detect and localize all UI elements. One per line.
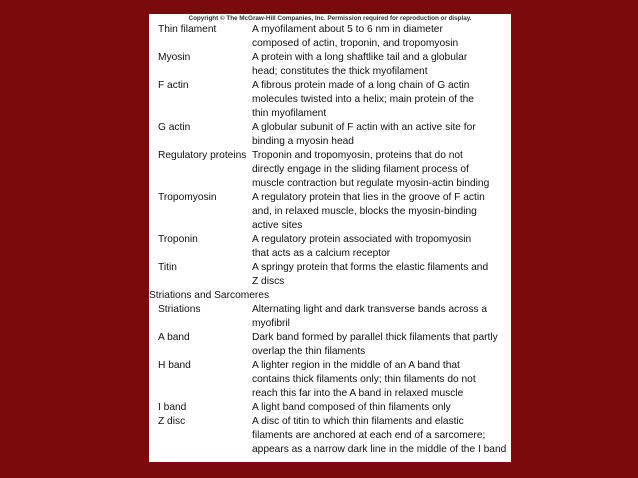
- definition: [252, 331, 511, 359]
- definition-line: muscle contraction but regulate myosin-actin binding: [252, 178, 490, 189]
- definition-line: A regulatory protein that lies in the groove of F actin: [252, 192, 485, 203]
- definition-line: A lighter region in the middle of an A band that: [252, 360, 460, 371]
- term: Thin filament: [158, 24, 217, 35]
- definition-line: A regulatory protein associated with tropomyosin: [252, 234, 472, 245]
- term: A band: [158, 332, 190, 343]
- definition-line: head; constitutes the thick myofilament: [252, 66, 428, 77]
- definition: [252, 359, 511, 401]
- definition: [252, 23, 511, 51]
- definition-line: Troponin and tropomyosin, proteins that do not: [252, 150, 463, 161]
- glossary-row: [149, 149, 511, 191]
- glossary-row: [149, 23, 511, 51]
- definition-line: myofibril: [252, 318, 290, 329]
- glossary-row: [149, 303, 511, 331]
- definition: [252, 415, 511, 457]
- glossary-sheet: [149, 14, 511, 462]
- definition-line: and, in relaxed muscle, blocks the myosin-binding: [252, 206, 477, 217]
- term: G actin: [158, 122, 191, 133]
- definition-line: that acts as a calcium receptor: [252, 248, 391, 259]
- definition-line: A protein with a long shaftlike tail and a globular: [252, 52, 468, 63]
- definition-line: overlap the thin filaments: [252, 346, 366, 357]
- term: Striations: [158, 304, 201, 315]
- definition-line: reach this far into the A band in relaxed muscle: [252, 388, 464, 399]
- definition-line: active sites: [252, 220, 303, 231]
- term: Regulatory proteins: [158, 150, 247, 161]
- definition: [252, 303, 511, 331]
- definition-line: A myofilament about 5 to 6 nm in diameter: [252, 24, 443, 35]
- term: Troponin: [158, 234, 198, 245]
- glossary-row: [149, 261, 511, 289]
- copyright-notice: Copyright © The McGraw-Hill Companies, Inc. Permission required for reproduction or display.: [188, 15, 472, 22]
- glossary-row: [149, 359, 511, 401]
- definition-line: Z discs: [252, 276, 285, 287]
- definition: [252, 401, 511, 415]
- definition-line: A fibrous protein made of a long chain of G actin: [252, 80, 470, 91]
- term: Z disc: [158, 416, 186, 427]
- definition-line: appears as a narrow dark line in the middle of the I band: [252, 444, 507, 455]
- definition-line: binding a myosin head: [252, 136, 354, 147]
- glossary-row: [149, 233, 511, 261]
- definition: [252, 79, 511, 121]
- definition: [252, 149, 511, 191]
- definition: [252, 191, 511, 233]
- definition-line: directly engage in the sliding filament process of: [252, 164, 469, 175]
- glossary-row: [149, 401, 511, 415]
- definition: [252, 261, 511, 289]
- glossary-row: [149, 331, 511, 359]
- glossary-row: [149, 121, 511, 149]
- term: Myosin: [158, 52, 191, 63]
- section-heading: Striations and Sarcomeres: [149, 290, 270, 301]
- definition-line: Dark band formed by parallel thick filaments that partly: [252, 332, 498, 343]
- definition-line: A globular subunit of F actin with an active site for: [252, 122, 476, 133]
- glossary-row: [149, 191, 511, 233]
- term: H band: [158, 360, 191, 371]
- definition: [252, 233, 511, 261]
- definition-line: A springy protein that forms the elastic filaments and: [252, 262, 489, 273]
- glossary-row: [149, 79, 511, 121]
- definition-line: A light band composed of thin filaments only: [252, 402, 451, 413]
- term: Titin: [158, 262, 177, 273]
- definition: [252, 121, 511, 149]
- glossary-row: [149, 415, 511, 457]
- term: Tropomyosin: [158, 192, 217, 203]
- definition-line: composed of actin, troponin, and tropomyosin: [252, 38, 459, 49]
- definition-line: A disc of titin to which thin filaments and elastic: [252, 416, 464, 427]
- glossary-table: [149, 23, 511, 457]
- glossary-row: [149, 51, 511, 79]
- definition-line: filaments are anchored at each end of a sarcomere;: [252, 430, 486, 441]
- definition-line: Alternating light and dark transverse bands across a: [252, 304, 488, 315]
- term: F actin: [158, 80, 189, 91]
- definition-line: molecules twisted into a helix; main protein of the: [252, 94, 474, 105]
- term: I band: [158, 402, 187, 413]
- definition-line: contains thick filaments only; thin filaments do not: [252, 374, 476, 385]
- definition: [252, 51, 511, 79]
- definition-line: thin myofilament: [252, 108, 327, 119]
